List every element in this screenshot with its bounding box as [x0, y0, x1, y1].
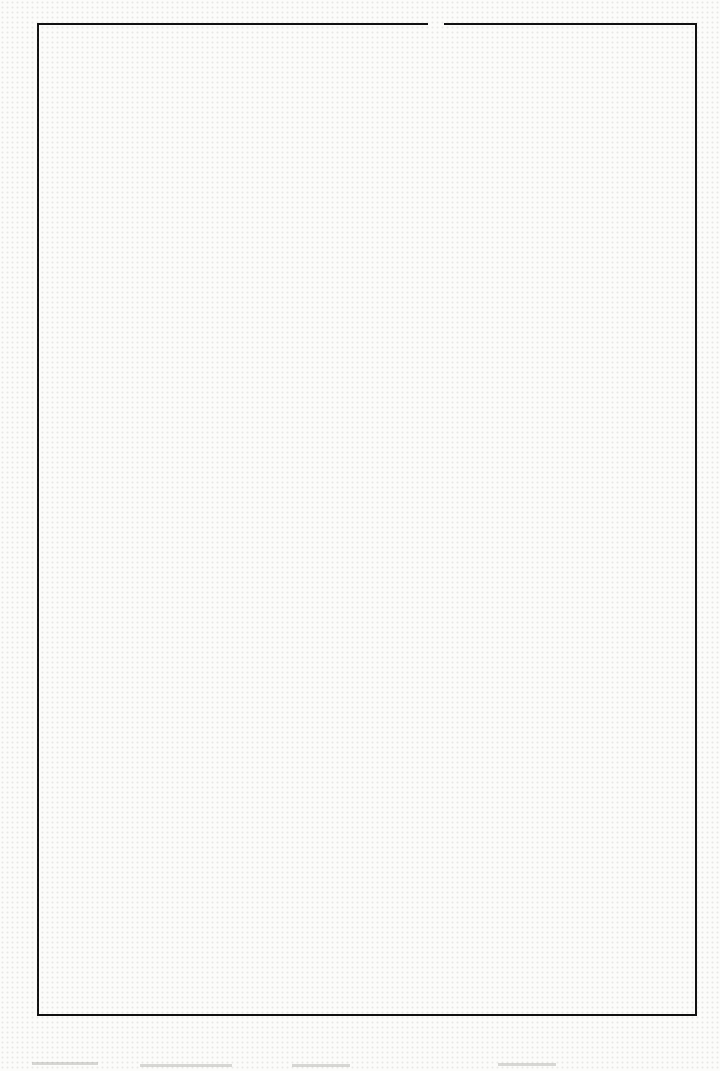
scan-artifact — [498, 1063, 556, 1066]
scan-artifact — [292, 1064, 350, 1067]
page-border — [37, 23, 697, 1016]
scan-artifact — [32, 1062, 98, 1065]
scan-gap-artifact — [428, 21, 444, 28]
scan-artifact — [140, 1064, 232, 1067]
